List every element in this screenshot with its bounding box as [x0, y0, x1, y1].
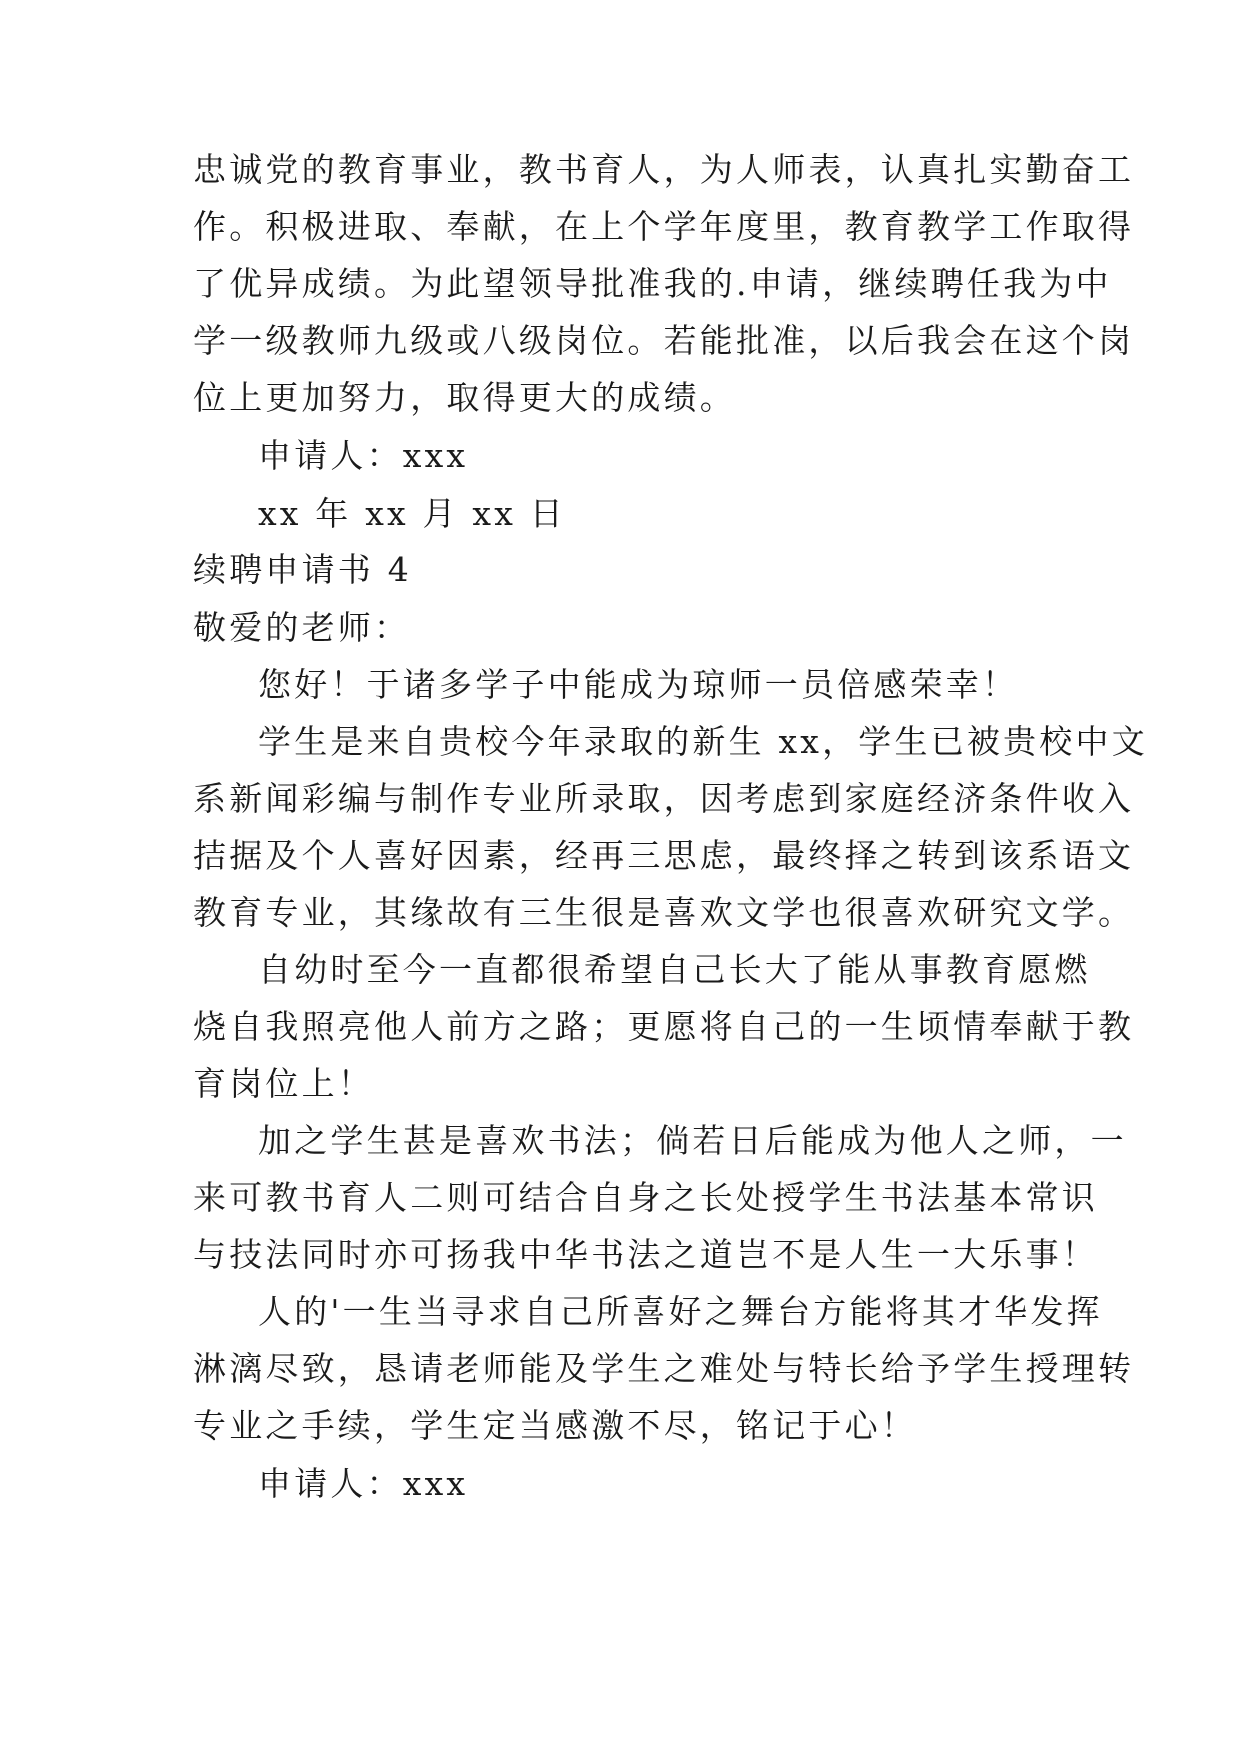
- body-line-18: 专业之手续，学生定当感激不尽，铭记于心！: [193, 1406, 917, 1445]
- body-line-9: 教育专业，其缘故有三生很是喜欢文学也很喜欢研究文学。: [193, 893, 1135, 932]
- section-title: 续聘申请书 4: [193, 550, 412, 589]
- body-line-8: 拮据及个人喜好因素，经再三思虑，最终择之转到该系语文: [193, 836, 1135, 875]
- body-line-14: 来可教书育人二则可结合自身之长处授学生书法基本常识: [193, 1178, 1098, 1217]
- body-line-17: 淋漓尽致，恳请老师能及学生之难处与特长给予学生授理转: [193, 1349, 1135, 1388]
- body-line-6: 学生是来自贵校今年录取的新生 xx，学生已被贵校中文: [258, 722, 1148, 761]
- body-line-1: 忠诚党的教育事业，教书育人，为人师表，认真扎实勤奋工: [193, 150, 1135, 189]
- body-line-7: 系新闻彩编与制作专业所录取，因考虑到家庭经济条件收入: [193, 779, 1135, 818]
- date-line: xx 年 xx 月 xx 日: [258, 494, 566, 533]
- body-line-11: 烧自我照亮他人前方之路；更愿将自己的一生顷情奉献于教: [193, 1007, 1135, 1046]
- body-line-4: 学一级教师九级或八级岗位。若能批准，以后我会在这个岗: [193, 321, 1135, 360]
- body-line-15: 与技法同时亦可扬我中华书法之道岂不是人生一大乐事！: [193, 1235, 1098, 1274]
- body-line-2: 作。积极进取、奉献，在上个学年度里，教育教学工作取得: [193, 207, 1135, 246]
- applicant-signature-2: 申请人：xxx: [258, 1464, 469, 1503]
- body-line-3: 了优异成绩。为此望领导批准我的.申请，继续聘任我为中: [193, 264, 1112, 303]
- greeting-line: 您好！于诸多学子中能成为琼师一员倍感荣幸！: [258, 665, 1019, 704]
- body-line-5: 位上更加努力，取得更大的成绩。: [193, 378, 736, 417]
- body-line-10: 自幼时至今一直都很希望自己长大了能从事教育愿燃: [258, 950, 1091, 989]
- body-line-12: 育岗位上！: [193, 1064, 374, 1103]
- body-line-13: 加之学生甚是喜欢书法；倘若日后能成为他人之师，一: [258, 1121, 1127, 1160]
- salutation: 敬爱的老师：: [193, 608, 411, 647]
- applicant-signature: 申请人：xxx: [258, 436, 469, 475]
- body-line-16: 人的'一生当寻求自己所喜好之舞台方能将其才华发挥: [258, 1292, 1103, 1331]
